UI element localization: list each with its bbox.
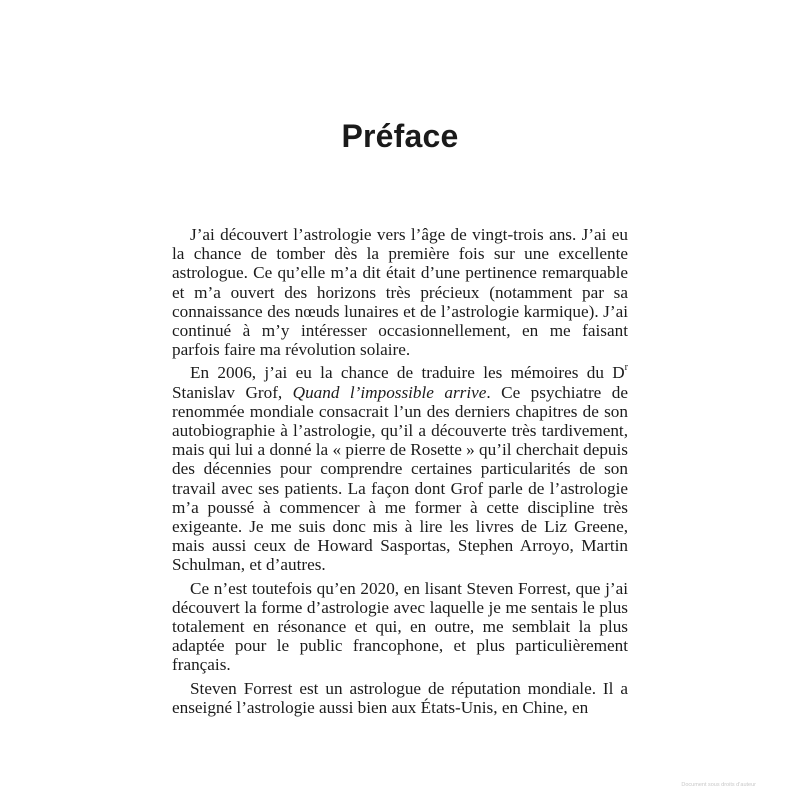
text-segment: Steven Forrest est un astrologue de réputation mondiale. Il a enseigné l’astrologie aussi bien aux États-Unis, en Chine, en [172, 678, 628, 717]
paragraph [172, 363, 628, 574]
text-segment: Ce n’est toutefois qu’en 2020, en lisant Steven Forrest, que j’ai découvert la forme d’astrologie avec laquelle je me sentais le plus totalement en résonance et qui, en outre, me semblait la plus adaptée pour le public francophone, et plus particulièrement français. [172, 578, 628, 675]
text-segment: En 2006, j’ai eu la chance de traduire les mémoires du D [190, 363, 625, 383]
book-title-italic: Quand l’impossible arrive [292, 382, 487, 402]
text-segment: J’ai découvert l’astrologie vers l’âge de vingt-trois ans. J’ai eu la chance de tomber dès la première fois sur une excellente astrologue. Ce qu’elle m’a dit était d’une pertinence remarquable et m’a ouvert des horizons très précieux (notamment par sa connaissance des nœuds lunaires et de l’astrologie karmique). J’ai continué à m’y intéresser occasionnellement, en me faisant parfois faire ma révolution solaire. [172, 225, 628, 360]
superscript: r [624, 362, 628, 374]
paragraph [172, 679, 628, 717]
paragraph [172, 225, 628, 359]
body-text [172, 225, 628, 717]
copyright-watermark: Document sous droits d’auteur [681, 782, 756, 788]
paragraph [172, 579, 628, 675]
text-segment: . Ce psychiatre de renommée mondiale consacrait l’un des derniers chapitres de son autobiographie à l’astrologie, qu’il a découverte très tardivement, mais qui lui a donné la « pierre de Rosette » qu’il cherchait depuis des décennies pour comprendre certaines particularités de son travail avec ses patients. La façon dont Grof parle de l’astrologie m’a poussé à commencer à me former à cette discipline très exigeante. Je me suis donc mis à lire les livres de Liz Greene, mais aussi ceux de Howard Sasportas, Stephen Arroyo, Martin Schulman, et d’autres. [172, 382, 628, 575]
page-title: Préface [341, 118, 459, 154]
text-segment: Stanislav Grof, [172, 382, 293, 402]
